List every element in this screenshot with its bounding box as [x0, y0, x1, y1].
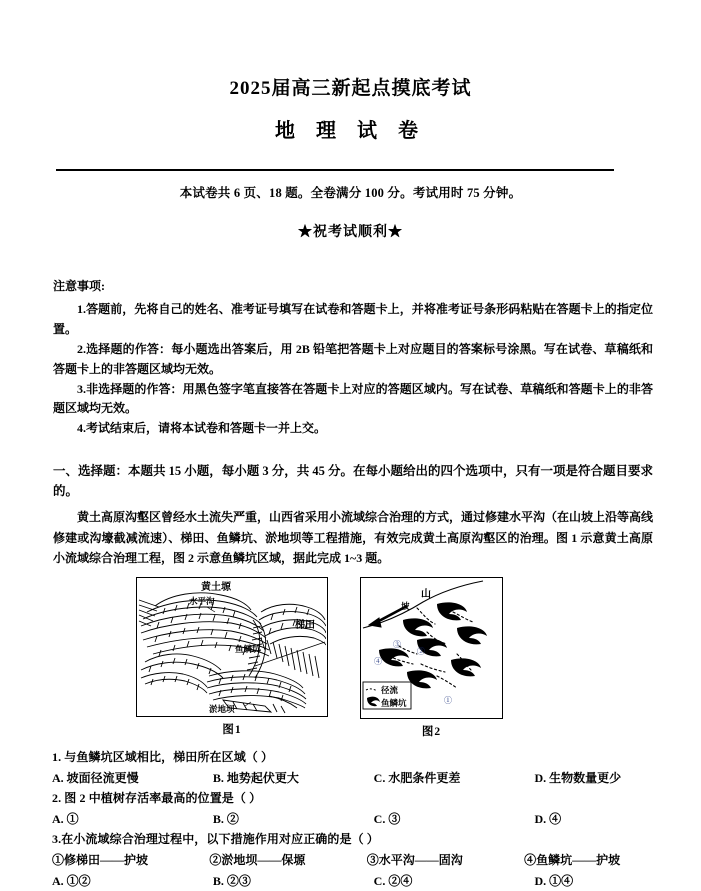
notice-item-1: 1.答题前，先将自己的姓名、准考证号填写在试卷和答题卡上，并将准考证号条形码粘贴在答题卡上的指定位置。 — [53, 302, 653, 337]
notice-item-2: 2.选择题的作答：每小题选出答案后，用 2B 铅笔把答题卡上对应题目的答案标号涂黑。写在试卷、草稿纸和答题卡上的非答题区域均无效。 — [53, 341, 653, 376]
fig1-label-horizontal-ditch: 水平沟 — [189, 595, 215, 606]
figure-2-block — [360, 577, 503, 739]
question-1-option-d[interactable]: D. 生物数量更少 — [534, 770, 622, 785]
question-3-option-b[interactable]: B. ②③ — [212, 873, 251, 888]
fig1-label-loess-tableland: 黄土塬 — [201, 581, 231, 593]
questions-block — [0, 739, 701, 891]
question-3-sub-item-2: ②淤地坝——保塬 — [209, 853, 306, 868]
question-1-option-c[interactable]: C. 水肥条件更差 — [373, 770, 461, 785]
fig2-legend — [363, 682, 411, 709]
loess-plateau-small-watershed-diagram — [136, 577, 328, 717]
notice-block — [0, 241, 701, 439]
fig2-marker-2: ② — [417, 646, 425, 656]
figure-2-caption: 图2 — [421, 725, 442, 738]
section-one-heading: 一、选择题：本题共 15 小题，每小题 3 分，共 45 分。在每小题给出的四个选项中，只有一项是符合题目要求的。 — [53, 463, 654, 499]
question-3-sub-item-3: ③水平沟——固沟 — [366, 853, 463, 868]
question-3-sub-item-1: ①修梯田——护坡 — [52, 853, 149, 868]
page-subtitle: 地 理 试 卷 — [275, 119, 426, 142]
question-2-option-b[interactable]: B. ② — [212, 811, 239, 826]
question-2-options — [52, 809, 661, 830]
exam-meta-line: 本试卷共 6 页、18 题。全卷满分 100 分。考试用时 75 分钟。 — [179, 185, 522, 200]
fig2-label-mountain: 山 — [421, 588, 431, 600]
fig2-marker-3: ③ — [393, 639, 401, 649]
question-3-sub-items — [52, 850, 661, 871]
question-3-options — [52, 871, 661, 891]
notice-title: 注意事项: — [53, 278, 105, 293]
page-title: 2025届高三新起点摸底考试 — [229, 78, 472, 99]
svg-text:鱼鳞坑: 鱼鳞坑 — [381, 697, 407, 708]
fig1-label-terrace: 梯田 — [295, 619, 315, 631]
notice-item-3: 3.非选择题的作答：用黑色签字笔直接答在答题卡上对应的答题区域内。写在试卷、草稿纸和答题卡上的非答题区域均无效。 — [53, 381, 653, 416]
figure-1-block — [136, 577, 328, 737]
question-2-option-c[interactable]: C. ③ — [373, 811, 401, 826]
question-1-option-b[interactable]: B. 地势起伏更大 — [212, 770, 299, 785]
fig2-marker-4: ④ — [374, 656, 382, 666]
question-3-option-d[interactable]: D. ①④ — [534, 873, 574, 888]
good-luck-line: ★祝考试顺利★ — [298, 224, 403, 240]
question-3-sub-item-4: ④鱼鳞坑——护坡 — [524, 853, 621, 868]
figure-1-caption: 图1 — [222, 723, 242, 736]
question-2-option-a[interactable]: A. ① — [52, 811, 79, 826]
svg-text:径流: 径流 — [381, 684, 399, 695]
fish-scale-pit-region-diagram — [360, 577, 503, 719]
question-2-option-d[interactable]: D. ④ — [534, 811, 562, 826]
fig2-marker-1: ① — [444, 695, 452, 705]
section-one-passage: 黄土高原沟壑区曾经水土流失严重，山西省采用小流域综合治理的方式，通过修建水平沟（在山坡上沿等高线修建或沟壕截减流速）、梯田、鱼鳞坑、淤地坝等工程措施，有效完成黄土高原沟壑区的治理。图 1 示意黄土高原小流域综合治理工程，图 2 示意鱼鳞坑区域，据此完成 1~3 题。 — [53, 510, 654, 565]
notice-item-4: 4.考试结束后，请将本试卷和答题卡一并上交。 — [77, 421, 327, 436]
question-3-option-a[interactable]: A. ①② — [52, 873, 91, 888]
question-1-options — [52, 768, 661, 789]
fig2-label-slope: 坡 — [401, 600, 410, 611]
figures-row — [0, 568, 701, 739]
question-3-option-c[interactable]: C. ②④ — [373, 873, 413, 888]
question-1-stem: 1. 与鱼鳞坑区域相比，梯田所在区域（ ） — [52, 749, 274, 764]
question-1-option-a[interactable]: A. 坡面径流更慢 — [52, 770, 139, 785]
fig1-label-silt-dam: 淤地坝 — [209, 703, 235, 714]
question-2-stem: 2. 图 2 中植树存活率最高的位置是（ ） — [52, 791, 262, 806]
question-3-stem: 3.在小流域综合治理过程中，以下措施作用对应正确的是（ ） — [52, 832, 379, 847]
fig1-label-fish-scale-pit: 鱼鳞坑 — [235, 643, 261, 654]
